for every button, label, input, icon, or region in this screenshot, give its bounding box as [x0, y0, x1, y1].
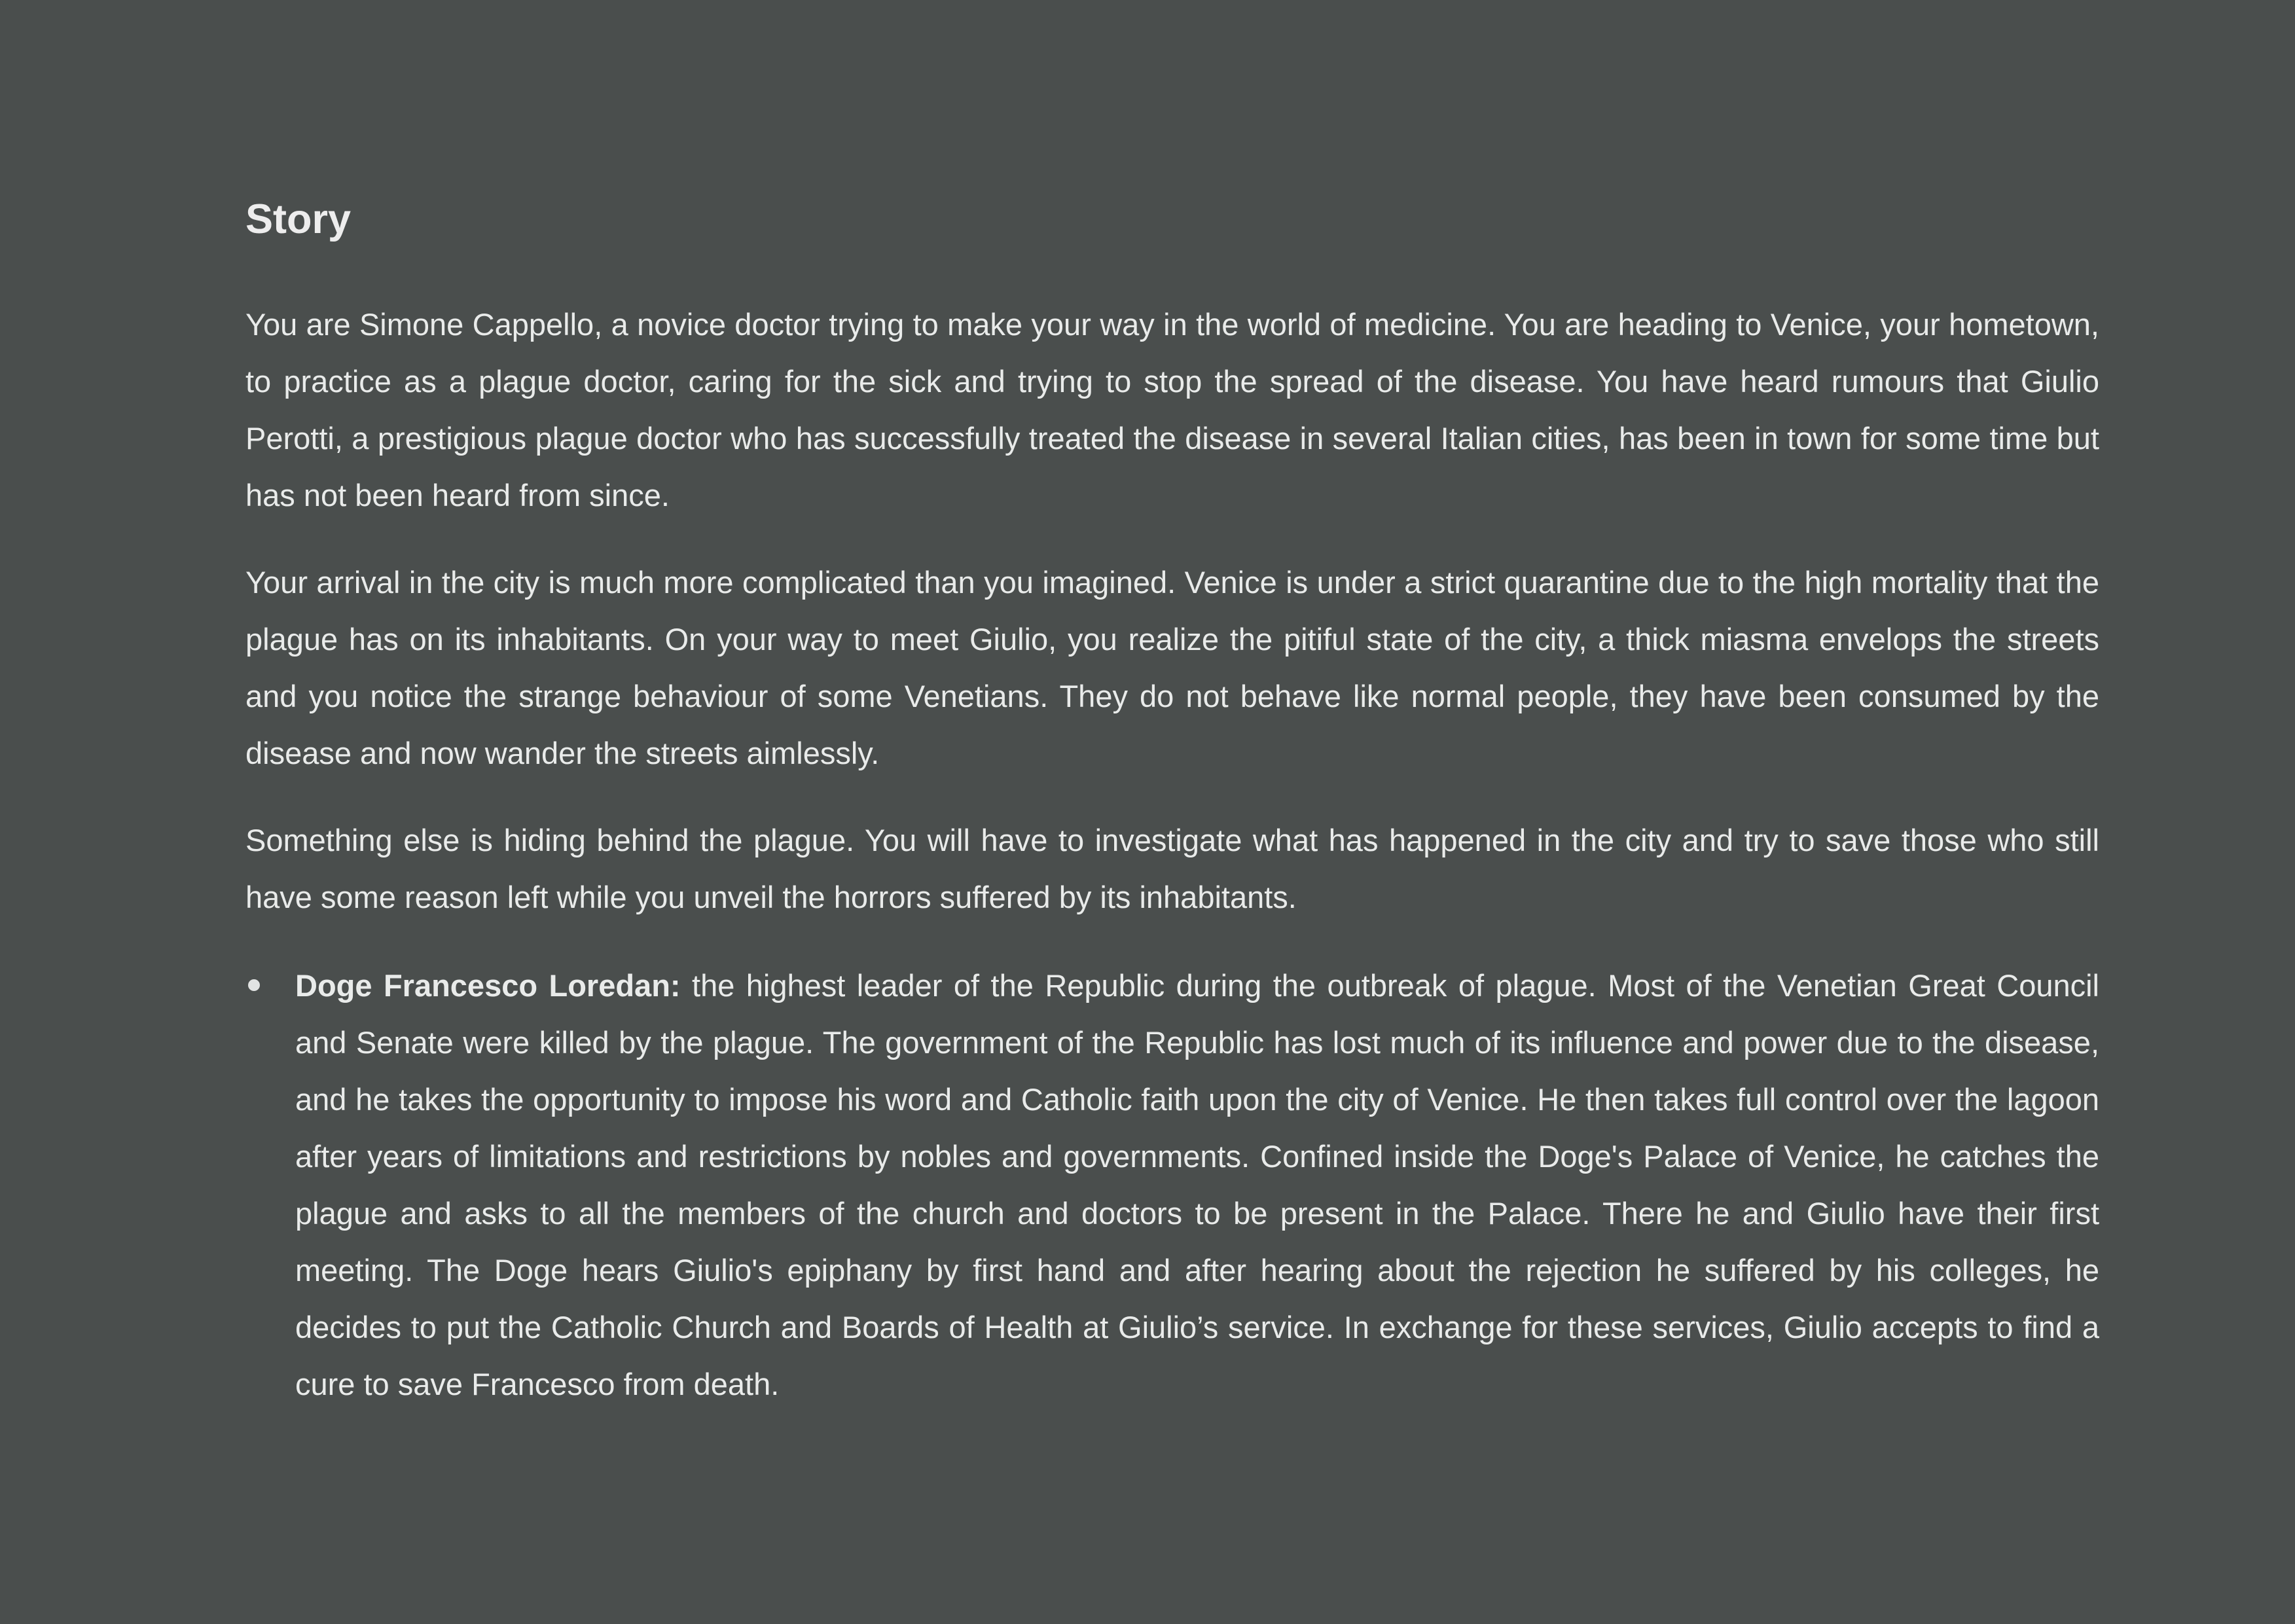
story-paragraph-arrival: Your arrival in the city is much more complicated than you imagined. Venice is under a strict quarantine due to the high mortality that the plague has on its inhabitants. On your way to meet Giulio, you realize the pitiful state of the city, a thick miasma envelops the streets and you notice the strange behaviour of some Venetians. They do not behave like normal people, they have been consumed by the disease and now wander the streets aimlessly. — [245, 565, 2099, 770]
story-page — [245, 190, 2099, 1413]
page-title: Story — [245, 196, 352, 242]
character-item-doge — [245, 957, 2099, 1413]
story-paragraph-intro: You are Simone Cappello, a novice doctor trying to make your way in the world of medicine. You are heading to Venice, your hometown, to practice as a plague doctor, caring for the sick and trying to stop the spread of the disease. You have heard rumours that Giulio Perotti, a prestigious plague doctor who has successfully treated the disease in several Italian cities, has been in town for some time but has not been heard from since. — [245, 307, 2099, 513]
character-description: the highest leader of the Republic during the outbreak of plague. Most of the Venetian Great Council and Senate were killed by the plague. The government of the Republic has lost much of its influence and power due to the disease, and he takes the opportunity to impose his word and Catholic faith upon the city of Venice. He then takes full control over the lagoon after years of limitations and restrictions by nobles and governments. Confined inside the Doge's Palace of Venice, he catches the plague and asks to all the members of the church and doctors to be present in the Palace. There he and Giulio have their first meeting. The Doge hears Giulio's epiphany by first hand and after hearing about the rejection he suffered by his colleges, he decides to put the Catholic Church and Boards of Health at Giulio’s service. In exchange for these services, Giulio accepts to find a cure to save Francesco from death. — [295, 968, 2099, 1401]
character-list — [245, 957, 2099, 1413]
story-paragraph-investigation: Something else is hiding behind the plague. You will have to investigate what has happened in the city and try to save those who still have some reason left while you unveil the horrors suffered by its inhabitants. — [245, 823, 2099, 914]
bullet-icon — [248, 979, 260, 991]
character-name: Doge Francesco Loredan: — [295, 968, 681, 1003]
